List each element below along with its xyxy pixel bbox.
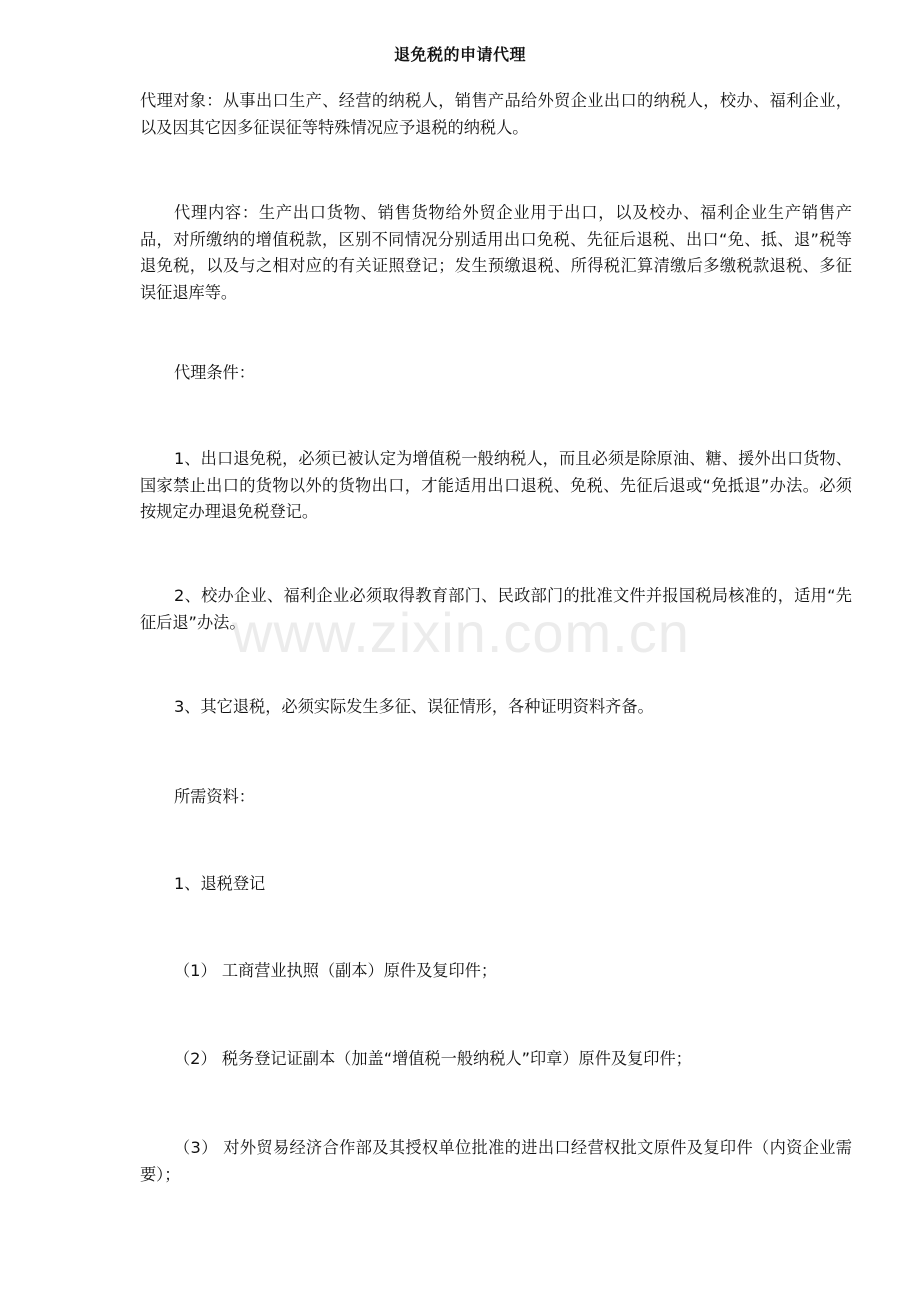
sub-item-2: （2） 税务登记证副本（加盖“增值税一般纳税人”印章）原件及复印件； bbox=[174, 1049, 692, 1068]
agent-content-paragraph: 代理内容：生产出口货物、销售货物给外贸企业用于出口，以及校办、福利企业生产销售产品，对所缴纳的增值税款，区别不同情况分别适用出口免税、先征后退税、出口“免、抵、退”税等退免税，以及与之相对应的有关证照登记；发生预缴退税、所得税汇算清缴后多缴税款退税、多征误征退库等。 bbox=[140, 203, 852, 302]
condition-2-paragraph: 2、校办企业、福利企业必须取得教育部门、民政部门的批准文件并报国税局核准的，适用“先征后退”办法。 bbox=[140, 586, 852, 632]
materials-item-1: 1、退税登记 bbox=[174, 874, 266, 893]
condition-3-paragraph: 3、其它退税，必须实际发生多征、误征情形，各种证明资料齐备。 bbox=[174, 697, 654, 716]
watermark-text: www.zixin.com.cn bbox=[232, 601, 690, 664]
conditions-heading: 代理条件： bbox=[174, 363, 255, 382]
sub-item-1: （1） 工商营业执照（副本）原件及复印件； bbox=[174, 961, 498, 980]
sub-item-3: （3） 对外贸易经济合作部及其授权单位批准的进出口经营权批文原件及复印件（内资企业需要）； bbox=[140, 1138, 852, 1184]
condition-1-paragraph: 1、出口退免税，必须已被认定为增值税一般纳税人，而且必须是除原油、糖、援外出口货物、国家禁止出口的货物以外的货物出口，才能适用出口退税、免税、先征后退或“免抵退”办法。必须按规定办理退免税登记。 bbox=[140, 449, 852, 521]
document-title: 退免税的申请代理 bbox=[393, 45, 526, 64]
materials-heading: 所需资料： bbox=[174, 787, 255, 806]
agent-object-paragraph: 代理对象：从事出口生产、经营的纳税人，销售产品给外贸企业出口的纳税人，校办、福利企业，以及因其它因多征误征等特殊情况应予退税的纳税人。 bbox=[140, 91, 852, 137]
